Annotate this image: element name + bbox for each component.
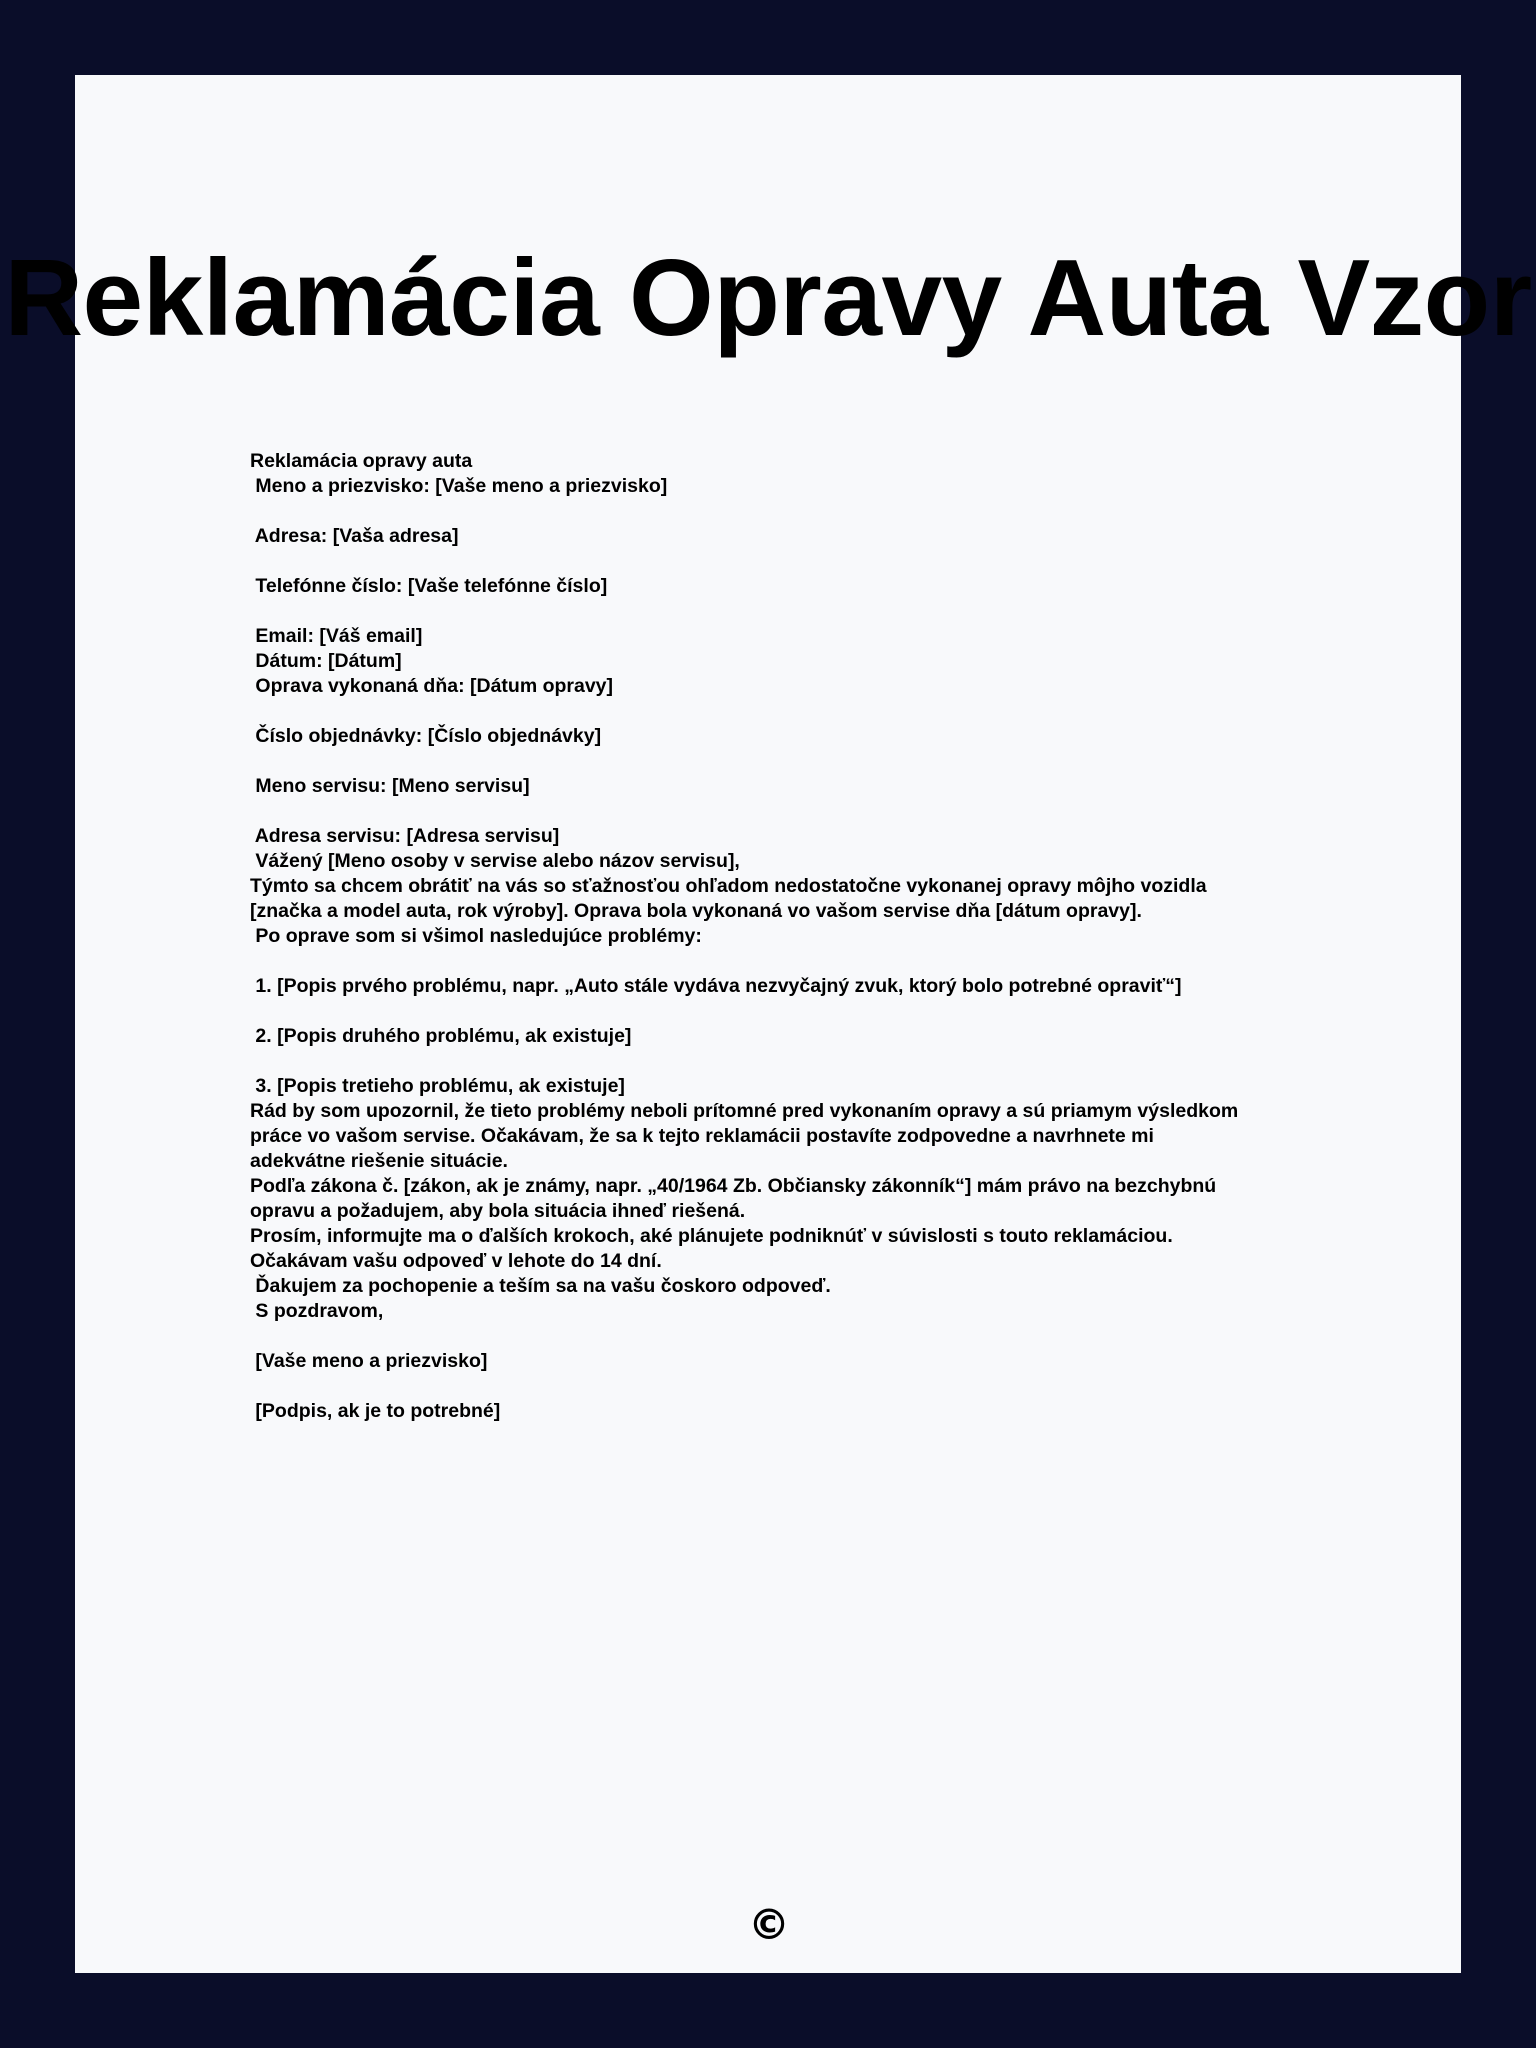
letter-line: [značka a model auta, rok výroby]. Oprava bola vykonaná vo vašom servise dňa [dátum opravy]. (250, 900, 1142, 922)
letter-line: Adresa: [Vaša adresa] (250, 525, 459, 547)
letter-line: S pozdravom, (250, 1300, 384, 1322)
letter-line: [Podpis, ak je to potrebné] (250, 1400, 501, 1422)
letter-line: Meno a priezvisko: [Vaše meno a priezvisko] (250, 475, 668, 497)
letter-line: Ďakujem za pochopenie a teším sa na vašu čoskoro odpoveď. (250, 1275, 831, 1297)
letter-line: Reklamácia opravy auta (250, 450, 473, 472)
letter-line: Adresa servisu: [Adresa servisu] (250, 825, 560, 847)
letter-line (250, 499, 1290, 524)
letter-line: Týmto sa chcem obrátiť na vás so sťažnosťou ohľadom nedostatočne vykonanej opravy môjho vozidla (250, 875, 1207, 897)
letter-line (250, 599, 1290, 624)
letter-line (250, 1049, 1290, 1074)
letter-line: [Vaše meno a priezvisko] (250, 1350, 488, 1372)
letter-line: Po oprave som si všimol nasledujúce problémy: (250, 925, 702, 947)
letter-line: Vážený [Meno osoby v servise alebo názov servisu], (250, 850, 740, 872)
letter-line: Dátum: [Dátum] (250, 650, 402, 672)
document-title: Reklamácia Opravy Auta Vzor (4, 237, 1532, 359)
letter-line (250, 1374, 1290, 1399)
letter-line: 1. [Popis prvého problému, napr. „Auto stále vydáva nezvyčajný zvuk, ktorý bolo potrebné opraviť“] (250, 975, 1182, 997)
letter-line (250, 549, 1290, 574)
letter-line: 2. [Popis druhého problému, ak existuje] (250, 1025, 632, 1047)
letter-line (250, 749, 1290, 774)
letter-line: Podľa zákona č. [zákon, ak je známy, napr. „40/1964 Zb. Občiansky zákonník“] mám právo na bezchybnú (250, 1175, 1217, 1197)
letter-line: práce vo vašom servise. Očakávam, že sa k tejto reklamácii postavíte zodpovedne a navrhnete mi (250, 1125, 1154, 1147)
letter-line: Očakávam vašu odpoveď v lehote do 14 dní. (250, 1250, 662, 1272)
letter-line: Email: [Váš email] (250, 625, 423, 647)
letter-line: Meno servisu: [Meno servisu] (250, 775, 530, 797)
letter-line (250, 799, 1290, 824)
letter-line: Rád by som upozornil, že tieto problémy neboli prítomné pred vykonaním opravy a sú priamym výsledkom (250, 1100, 1239, 1122)
letter-line (250, 949, 1290, 974)
letter-line: Číslo objednávky: [Číslo objednávky] (250, 725, 602, 747)
letter-line (250, 999, 1290, 1024)
letter-line: Oprava vykonaná dňa: [Dátum opravy] (250, 675, 614, 697)
letter-line: opravu a požadujem, aby bola situácia ihneď riešená. (250, 1200, 746, 1222)
copyright-symbol: © (748, 1900, 790, 1949)
letter-line: Prosím, informujte ma o ďalších krokoch, aké plánujete podniknúť v súvislosti s touto reklamáciou. (250, 1225, 1173, 1247)
letter-line: adekvátne riešenie situácie. (250, 1150, 508, 1172)
letter-line: 3. [Popis tretieho problému, ak existuje] (250, 1075, 625, 1097)
letter-line (250, 699, 1290, 724)
letter-line: Telefónne číslo: [Vaše telefónne číslo] (250, 575, 608, 597)
letter-line (250, 1324, 1290, 1349)
letter-body (250, 449, 1290, 1424)
